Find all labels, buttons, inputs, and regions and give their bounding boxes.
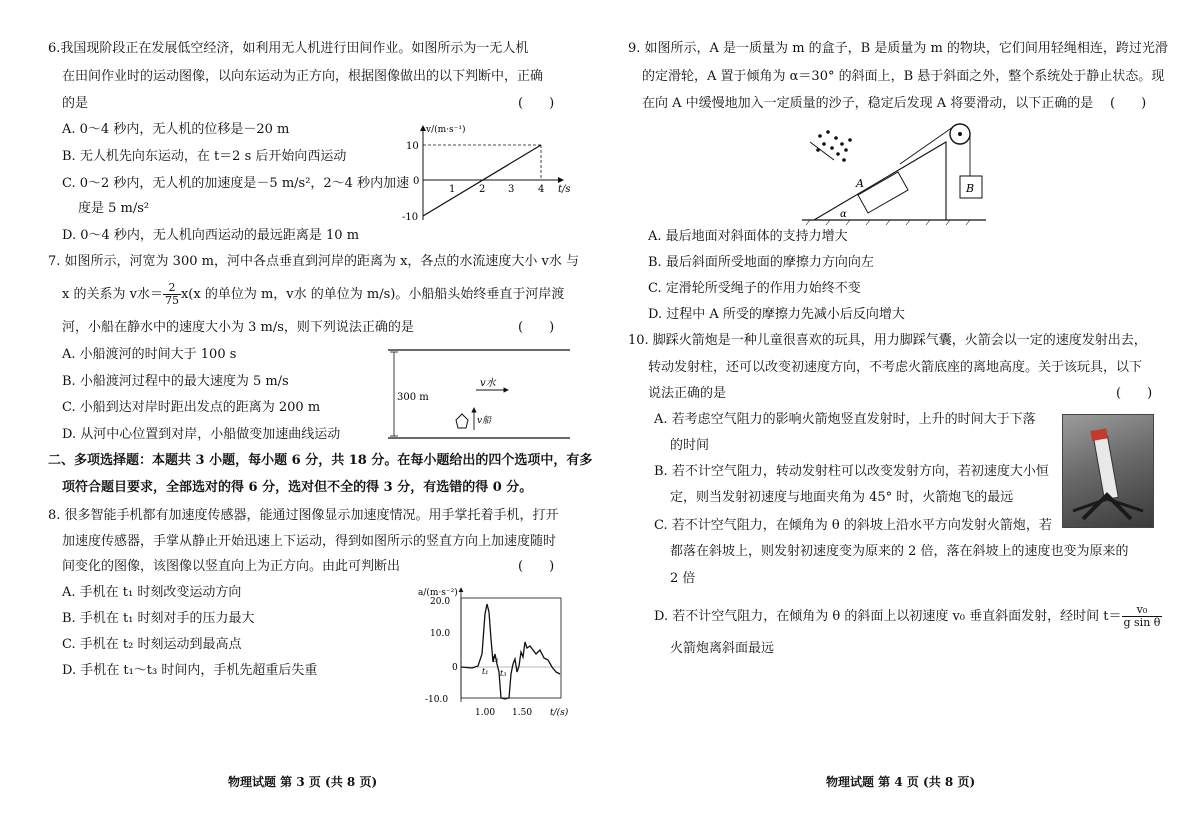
q6-option-a: A. 0～4 秒内，无人机的位移是－20 m — [62, 122, 290, 137]
q6-stem-line2: 在田间作业时的运动图像，以向东运动为正方向，根据图像做出的以下判断中，正确 — [62, 69, 544, 84]
q9-label-a: A — [856, 177, 864, 190]
q10-option-d-text: D. 若不计空气阻力，在倾角为 θ 的斜面上以初速度 v₀ 垂直斜面发射，经时间 t＝ — [654, 609, 1122, 625]
q8-stem-line2: 加速度传感器，手掌从静止开始迅速上下运动，得到如图所示的竖直方向上加速度随时 — [62, 534, 557, 549]
rocket-toy-photo — [1062, 414, 1154, 528]
q9-label-alpha: α — [840, 209, 847, 220]
q9-incline-figure — [800, 120, 990, 228]
q8-graph-ytick-neg10: -10.0 — [425, 695, 449, 705]
q7-water-velocity-label: v水 — [480, 378, 496, 389]
q6-graph-ylabel: v/(m·s⁻¹) — [426, 125, 466, 135]
q7-option-d: D. 从河中心位置到对岸，小船做变加速曲线运动 — [62, 427, 341, 442]
q6-graph-xtick-4: 4 — [538, 184, 545, 195]
q10-option-d-fraction — [1122, 604, 1163, 629]
q8-stem-line1: 8. 很多智能手机都有加速度传感器，能通过图像显示加速度情况。用手掌托着手机，打开 — [48, 508, 559, 523]
q6-option-c-cont: 度是 5 m/s² — [78, 201, 150, 216]
q6-graph-ytick-10: 10 — [406, 141, 419, 152]
q8-graph-ylabel: a/(m·s⁻²) — [418, 588, 458, 598]
q9-answer-paren: ( ) — [1110, 96, 1147, 111]
q6-graph-xtick-2: 2 — [479, 184, 486, 195]
q10-option-c-cont: 都落在斜坡上，则发射初速度变为原来的 2 倍，落在斜坡上的速度也变为原来的 — [670, 544, 1129, 559]
q10-option-a-cont: 的时间 — [670, 438, 710, 453]
q8-option-a: A. 手机在 t₁ 时刻改变运动方向 — [62, 585, 242, 600]
q10-fraction-numerator: v₀ — [1122, 604, 1163, 617]
q7-formula-fraction — [163, 282, 181, 307]
q6-graph-ytick-neg10: -10 — [402, 212, 419, 223]
q9-option-d: D. 过程中 A 所受的摩擦力先减小后反向增大 — [648, 307, 905, 322]
q7-option-b: B. 小船渡河过程中的最大速度为 5 m/s — [62, 374, 289, 389]
q8-acceleration-curve — [461, 604, 560, 699]
q6-graph-xtick-1: 1 — [449, 184, 456, 195]
q8-graph-mark-t2: t₂ — [492, 655, 499, 664]
q6-stem-line3: 的是 — [62, 96, 89, 111]
q8-stem-line3: 间变化的图像，该图像以竖直向上为正方向。由此可判断出 — [62, 559, 401, 574]
q10-option-c-cont2: 2 倍 — [670, 571, 696, 586]
q10-fraction-denominator: g sin θ — [1123, 616, 1161, 630]
q9-stem-line1: 9. 如图所示，A 是一质量为 m 的盒子，B 是质量为 m 的物块，它们间用轻绳相连，跨过光滑 — [628, 41, 1168, 56]
q9-option-a: A. 最后地面对斜面体的支持力增大 — [648, 229, 848, 244]
q8-graph-ytick-20: 20.0 — [430, 597, 451, 607]
q6-graph-ytick-0: 0 — [413, 176, 420, 187]
q8-option-b: B. 手机在 t₁ 时刻对手的压力最大 — [62, 611, 255, 626]
q10-option-b: B. 若不计空气阻力，转动发射柱可以改变发射方向，若初速度大小恒 — [654, 464, 1049, 479]
q10-option-c: C. 若不计空气阻力，在倾角为 θ 的斜坡上沿水平方向发射火箭炮，若 — [654, 518, 1052, 533]
q8-graph-ytick-10: 10.0 — [430, 629, 451, 639]
q10-stem-line1: 10. 脚踩火箭炮是一种儿童很喜欢的玩具，用力脚踩气囊，火箭会以一定的速度发射出去， — [628, 333, 1147, 348]
q7-answer-paren: ( ) — [518, 320, 555, 335]
q7-stem-line3: 河，小船在静水中的速度大小为 3 m/s，则下列说法正确的是 — [62, 320, 414, 335]
q8-graph-xtick-150: 1.50 — [512, 708, 533, 718]
q10-stem-line3: 说法正确的是 — [648, 386, 727, 401]
sand-particles — [816, 130, 852, 162]
right-page-footer: 物理试题 第 4 页 (共 8 页) — [826, 775, 976, 789]
q9-label-b: B — [966, 182, 975, 195]
q7-fraction-denominator: 75 — [164, 294, 179, 308]
q10-option-d — [654, 604, 1162, 629]
q8-graph-ytick-0: 0 — [452, 663, 458, 673]
q9-option-b: B. 最后斜面所受地面的摩擦力方向向左 — [648, 255, 874, 270]
section2-heading-line2: 项符合题目要求，全部选对的得 6 分，选对但不全的得 3 分，有选错的得 0 分。 — [62, 480, 533, 495]
q6-answer-paren: ( ) — [518, 96, 555, 111]
q7-option-a: A. 小船渡河的时间大于 100 s — [62, 347, 237, 362]
q8-option-d: D. 手机在 t₁～t₃ 时间内，手机先超重后失重 — [62, 663, 318, 678]
q7-boat-velocity-label: v船 — [477, 416, 492, 426]
q7-river-width-label: 300 m — [397, 392, 429, 403]
left-page-footer: 物理试题 第 3 页 (共 8 页) — [228, 775, 378, 789]
q9-option-c: C. 定滑轮所受绳子的作用力始终不变 — [648, 281, 861, 296]
q8-answer-paren: ( ) — [518, 559, 555, 574]
q6-graph-xlabel: t/s — [558, 184, 571, 195]
q9-stem-line3: 在向 A 中缓慢地加入一定质量的沙子，稳定后发现 A 将要滑动，以下正确的是 — [642, 96, 1094, 111]
q8-graph-mark-t1: t₁ — [482, 667, 489, 676]
q7-stem-line2 — [62, 282, 564, 307]
q7-fraction-numerator: 2 — [163, 282, 181, 295]
q8-graph-xtick-100: 1.00 — [475, 708, 496, 718]
q10-option-d-cont: 火箭炮离斜面最远 — [670, 641, 775, 656]
q8-acceleration-graph — [412, 584, 572, 720]
section2-heading-line1: 二、多项选择题：本题共 3 小题，每小题 6 分，共 18 分。在每小题给出的四个选项中，有多 — [48, 453, 593, 468]
box-a — [858, 172, 908, 213]
q7-formula-suffix: x(x 的单位为 m，v水 的单位为 m/s)。小船船头始终垂直于河岸渡 — [180, 287, 565, 303]
q6-graph-xtick-3: 3 — [508, 184, 515, 195]
q8-option-c: C. 手机在 t₂ 时刻运动到最高点 — [62, 637, 242, 652]
q8-graph-xlabel: t/(s) — [550, 708, 569, 718]
q10-option-b-cont: 定，则当发射初速度与地面夹角为 45° 时，火箭炮飞的最远 — [670, 490, 1014, 505]
q10-stem-line2: 转动发射柱，还可以改变初速度方向，不考虑火箭底座的离地高度。关于该玩具，以下 — [648, 360, 1143, 375]
q7-formula-prefix: x 的关系为 v水＝ — [62, 287, 163, 303]
q10-option-a: A. 若考虑空气阻力的影响火箭炮竖直发射时，上升的时间大于下落 — [654, 412, 1036, 427]
q8-graph-mark-t3: t₃ — [500, 669, 507, 678]
q7-stem-line1: 7. 如图所示，河宽为 300 m，河中各点垂直到河岸的距离为 x，各点的水流速度大小 v水 与 — [48, 254, 580, 269]
q6-option-b: B. 无人机先向东运动，在 t＝2 s 后开始向西运动 — [62, 149, 347, 164]
q7-boat-shape — [456, 414, 468, 428]
q7-option-c: C. 小船到达对岸时距出发点的距离为 200 m — [62, 400, 321, 415]
q6-option-c: C. 0～2 秒内，无人机的加速度是－5 m/s²，2～4 秒内加速 — [62, 176, 410, 191]
q6-option-d: D. 0～4 秒内，无人机向西运动的最远距离是 10 m — [62, 228, 360, 243]
q9-stem-line2: 的定滑轮，A 置于倾角为 α＝30° 的斜面上，B 悬于斜面之外，整个系统处于静止状态。现 — [642, 69, 1165, 84]
q6-velocity-graph — [398, 120, 573, 230]
q7-river-figure — [388, 346, 572, 442]
q10-answer-paren: ( ) — [1116, 386, 1153, 401]
q6-stem-line1: 6.我国现阶段正在发展低空经济，如利用无人机进行田间作业。如图所示为一无人机 — [48, 41, 529, 56]
